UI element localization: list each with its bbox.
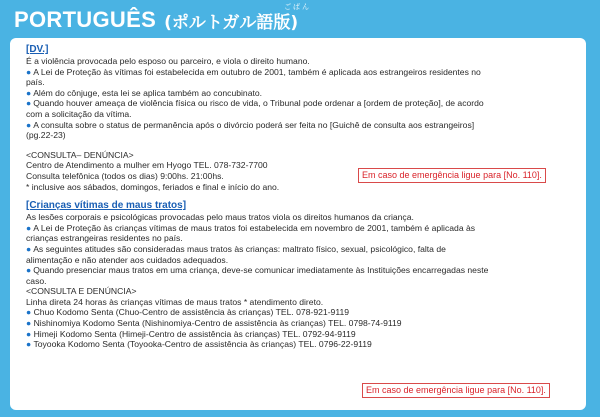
- title-ruby: ごばん: [284, 2, 312, 11]
- bullet-icon: ●: [26, 119, 32, 130]
- bullet-text: Além do cônjuge, esta lei se aplica também ao concubinato.: [33, 87, 263, 98]
- bullet-item: [26, 244, 582, 265]
- bullet-text: Quando presenciar maus tratos em uma criança, deve-se comunicar imediatamente às Instituições encarregadas neste: [33, 265, 489, 276]
- center-line: Chuo Kodomo Senta (Chuo-Centro de assistência às crianças) TEL. 078-921-9119: [33, 307, 350, 318]
- emergency-box: Em caso de emergência ligue para [No. 110].: [362, 383, 550, 398]
- bullet-text-cont: alimentação e não atender aos cuidados adequados.: [26, 254, 229, 265]
- section-intro: É a violência provocada pelo esposo ou parceiro, e viola o direito humano.: [26, 56, 310, 66]
- bullet-icon: ●: [26, 339, 32, 350]
- center-line: Nishinomiya Kodomo Senta (Nishinomiya-Centro de assistência às crianças) TEL. 0798-74-9119: [33, 318, 402, 329]
- consult-line: * inclusive aos sábados, domingos, feriados e final e início do ano.: [26, 181, 280, 192]
- bullet-icon: ●: [26, 243, 32, 254]
- bullet-item: [26, 120, 582, 141]
- bullet-icon: ●: [26, 328, 32, 339]
- emergency-box: Em caso de emergência ligue para [No. 110].: [358, 168, 546, 183]
- bullet-icon: ●: [26, 265, 32, 276]
- bullet-text: As seguintes atitudes são consideradas maus tratos às crianças: maltrato físico, sexual, psicológico, falta de: [33, 243, 446, 254]
- title-main: PORTUGUÊS: [14, 7, 157, 32]
- bullet-item: [26, 98, 582, 119]
- bullet-text-cont: caso.: [26, 275, 47, 286]
- bullet-text: A Lei de Proteção às crianças vítimas de maus tratos foi estabelecida em novembro de 2001, também é aplicada às: [33, 222, 476, 233]
- bullet-item: [26, 88, 582, 99]
- section-intro: As lesões corporais e psicológicas provocadas pelo maus tratos viola os direitos humanos da criança.: [26, 212, 414, 223]
- bullet-text: A Lei de Proteção às vítimas foi estabelecida em outubro de 2001, também é aplicada aos estrangeiros residentes no: [33, 66, 481, 77]
- content: [26, 44, 582, 350]
- center-line: Toyooka Kodomo Senta (Toyooka-Centro de assistência às crianças) TEL. 0796-22-9119: [33, 339, 372, 350]
- content-panel: [10, 38, 586, 410]
- bullet-icon: ●: [26, 87, 32, 98]
- bullet-icon: ●: [26, 98, 32, 109]
- bullet-icon: ●: [26, 307, 32, 318]
- title-japanese: [164, 2, 312, 33]
- bullet-text: A consulta sobre o status de permanência após o divórcio poderá ser feita no [Guichê de consulta aos estrangeiros]: [33, 119, 475, 130]
- page-title: [14, 2, 312, 36]
- section-heading-dv: [DV.]: [26, 44, 49, 55]
- consult-line: Centro de Atendimento a mulher em Hyogo TEL. 078-732-7700: [26, 160, 268, 171]
- consult-heading: <CONSULTA E DENÚNCIA>: [26, 286, 137, 297]
- section-heading-children: [Crianças vítimas de maus tratos]: [26, 200, 187, 212]
- direct-line: Linha direta 24 horas às crianças vítimas de maus tratos * atendimento direto.: [26, 296, 324, 307]
- bullet-icon: ●: [26, 66, 32, 77]
- consult-line: Consulta telefônica (todos os dias) 9:00hs. 21:00hs.: [26, 170, 224, 181]
- bullet-text-cont: com a solicitação da vítima.: [26, 108, 132, 119]
- bullet-text-cont: (pg.22-23): [26, 130, 66, 141]
- bullet-icon: ●: [26, 318, 32, 329]
- bullet-text: Quando houver ameaça de violência física ou risco de vida, o Tribunal pode ordenar a [ordem de proteção], de acordo: [33, 98, 484, 109]
- center-line: Himeji Kodomo Senta (Himeji-Centro de assistência às crianças) TEL. 0792-94-9119: [33, 328, 356, 339]
- title-japanese-text: (ポルトガル語版): [164, 12, 299, 33]
- bullet-text-cont: crianças estrangeiras residentes no país.: [26, 233, 183, 244]
- bullet-item: [26, 67, 582, 88]
- bullet-text-cont: país.: [26, 77, 45, 88]
- bullet-icon: ●: [26, 222, 32, 233]
- consult-heading: <CONSULTA– DENÚNCIA>: [26, 149, 134, 160]
- bullet-item: [26, 265, 582, 286]
- bullet-item: [26, 223, 582, 244]
